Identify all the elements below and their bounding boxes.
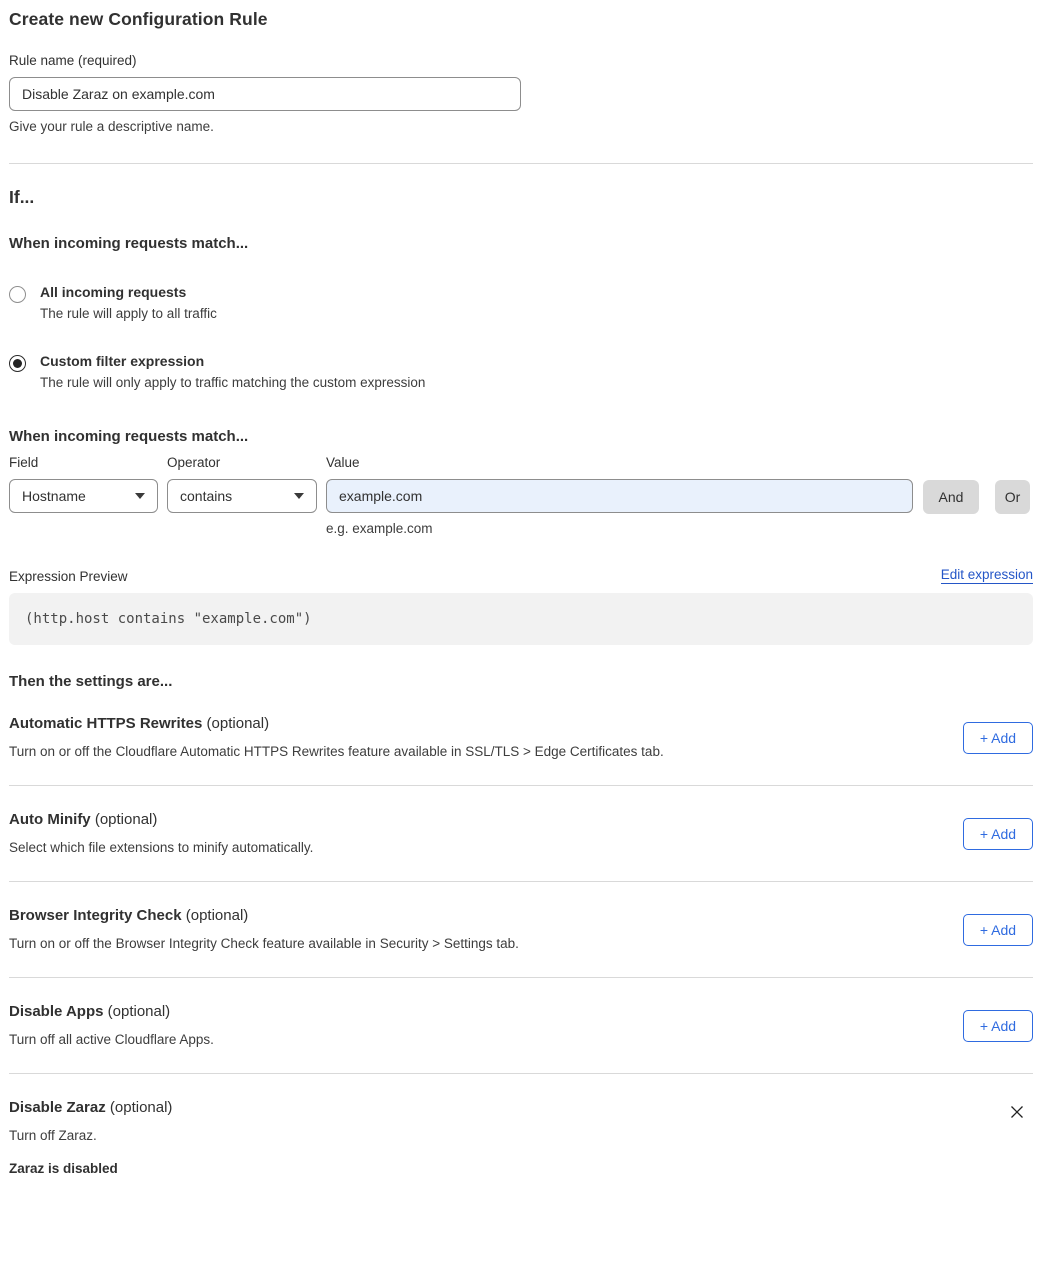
setting-description: Turn on or off the Cloudflare Automatic HTTPS Rewrites feature available in SSL/TLS > Edge Certificates tab. [9, 744, 664, 759]
expression-preview-label: Expression Preview [9, 569, 128, 584]
setting-row-browser-integrity-check [9, 882, 1033, 978]
setting-title: Disable Apps (optional) [9, 1003, 171, 1020]
expression-preview-code: (http.host contains "example.com") [9, 593, 1033, 645]
expression-builder-row [9, 455, 1033, 536]
operator-label: Operator [167, 455, 221, 470]
setting-description: Select which file extensions to minify automatically. [9, 840, 314, 855]
radio-icon-custom-filter[interactable] [9, 355, 26, 372]
add-automatic-https-rewrites-button[interactable]: + Add [963, 722, 1033, 754]
setting-row-disable-apps [9, 978, 1033, 1074]
optional-tag: (optional) [109, 1099, 173, 1116]
radio-option-all-incoming[interactable] [9, 284, 1033, 321]
setting-description: Turn off all active Cloudflare Apps. [9, 1032, 214, 1047]
setting-row-auto-minify [9, 786, 1033, 882]
rule-name-input[interactable] [9, 77, 521, 111]
optional-tag: (optional) [107, 1003, 171, 1020]
section-divider [9, 163, 1033, 164]
field-select[interactable] [9, 479, 158, 513]
zaraz-status-text: Zaraz is disabled [9, 1161, 118, 1176]
setting-title: Automatic HTTPS Rewrites (optional) [9, 715, 270, 732]
radio-label-all-incoming: All incoming requests [40, 284, 187, 300]
rule-name-label: Rule name (required) [9, 53, 137, 68]
optional-tag: (optional) [185, 907, 249, 924]
then-settings-heading: Then the settings are... [9, 673, 173, 690]
operator-select[interactable] [167, 479, 317, 513]
builder-heading: When incoming requests match... [9, 428, 249, 445]
page-title: Create new Configuration Rule [9, 9, 268, 29]
close-icon [1009, 1104, 1025, 1120]
radio-option-custom-filter[interactable] [9, 353, 1033, 390]
or-button[interactable]: Or [995, 480, 1030, 514]
remove-disable-zaraz-button[interactable] [1007, 1102, 1027, 1122]
setting-description: Turn on or off the Browser Integrity Check feature available in Security > Settings tab. [9, 936, 519, 951]
radio-label-custom-filter: Custom filter expression [40, 353, 205, 369]
value-label: Value [326, 455, 360, 470]
value-helper: e.g. example.com [326, 521, 433, 536]
add-auto-minify-button[interactable]: + Add [963, 818, 1033, 850]
match-heading: When incoming requests match... [9, 235, 249, 252]
and-button[interactable]: And [923, 480, 979, 514]
chevron-down-icon [294, 493, 304, 499]
chevron-down-icon [135, 493, 145, 499]
radio-desc-all-incoming: The rule will apply to all traffic [40, 306, 217, 321]
field-label: Field [9, 455, 39, 470]
setting-description: Turn off Zaraz. [9, 1128, 97, 1143]
setting-title: Browser Integrity Check (optional) [9, 907, 249, 924]
radio-desc-custom-filter: The rule will only apply to traffic matching the custom expression [40, 375, 426, 390]
add-browser-integrity-check-button[interactable]: + Add [963, 914, 1033, 946]
optional-tag: (optional) [94, 811, 158, 828]
setting-row-disable-zaraz [9, 1074, 1033, 1176]
value-input[interactable] [326, 479, 913, 513]
rule-name-helper: Give your rule a descriptive name. [9, 119, 214, 134]
if-heading: If... [9, 187, 35, 207]
add-disable-apps-button[interactable]: + Add [963, 1010, 1033, 1042]
field-select-value: Hostname [22, 488, 86, 504]
setting-title: Disable Zaraz (optional) [9, 1099, 173, 1116]
setting-title: Auto Minify (optional) [9, 811, 158, 828]
operator-select-value: contains [180, 488, 233, 504]
radio-icon-all-incoming[interactable] [9, 286, 26, 303]
setting-row-automatic-https-rewrites [9, 690, 1033, 786]
optional-tag: (optional) [206, 715, 270, 732]
edit-expression-link[interactable]: Edit expression [940, 567, 1033, 582]
